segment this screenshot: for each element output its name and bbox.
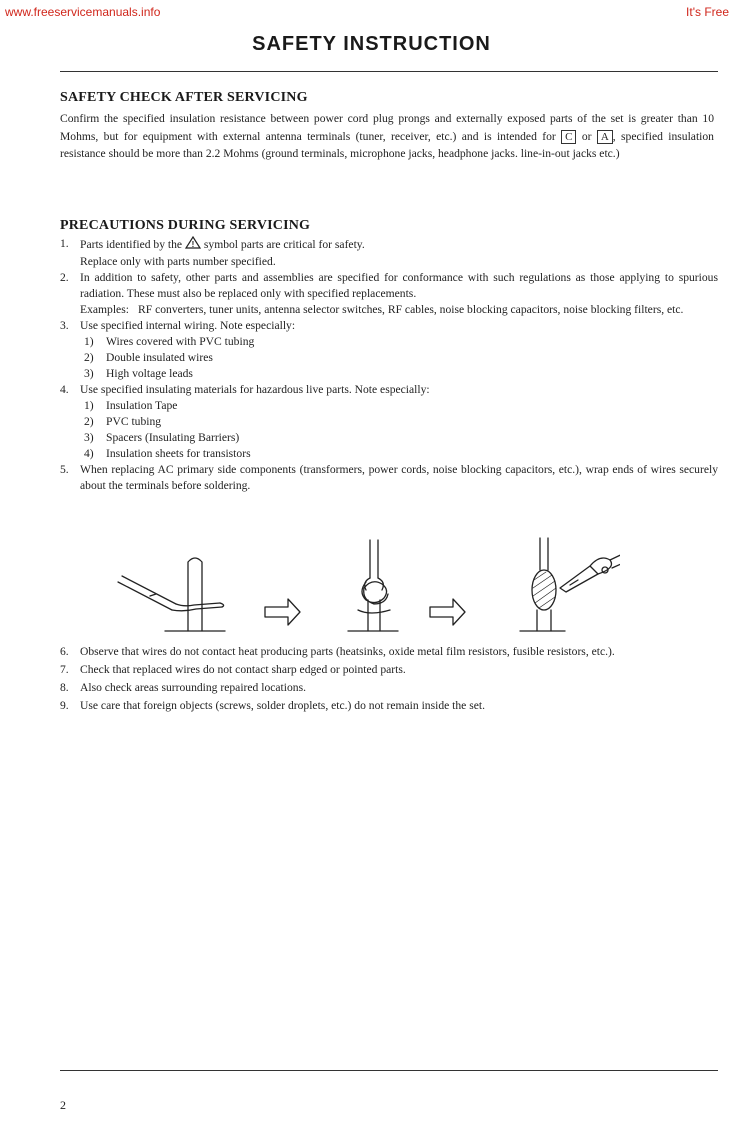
item1-line2: Replace only with parts number specified.: [80, 255, 276, 268]
list-item: [60, 382, 718, 462]
sub-item: 1) Insulation Tape: [84, 399, 178, 412]
sub-item: 2) Double insulated wires: [84, 351, 213, 364]
item3-text: Use specified internal wiring. Note especially:: [80, 319, 296, 332]
examples-label: Examples:: [80, 303, 129, 316]
item4-text: Use specified insulating materials for hazardous live parts. Note especially:: [80, 383, 430, 396]
item8-text: Also check areas surrounding repaired locations.: [80, 681, 306, 694]
wire-wrapping-figure: [100, 530, 620, 640]
list-item: [60, 680, 718, 696]
item-number: 9.: [60, 699, 69, 712]
item2-text: In addition to safety, other parts and assemblies are specified for conformance with such regulations as those applying to spurious radiation. These must also be replaced only with specified replacements.: [80, 271, 718, 300]
check-paragraph: [60, 110, 714, 163]
svg-text:!: !: [191, 240, 195, 249]
page-number: 2: [60, 1098, 66, 1112]
top-rule: [60, 71, 718, 72]
item7-text: Check that replaced wires do not contact sharp edged or pointed parts.: [80, 663, 406, 676]
sub-item: 3) Spacers (Insulating Barriers): [84, 431, 240, 444]
warning-triangle-icon: [185, 236, 201, 254]
item-number: 7.: [60, 663, 69, 676]
sub-item: 2) PVC tubing: [84, 415, 162, 428]
terminal-wrapped-icon: [348, 540, 398, 631]
item-number: 3.: [60, 319, 69, 332]
item5-text: When replacing AC primary side components (transformers, power cords, noise blocking capacitors, etc.), wrap ends of wires securely about the terminals before soldering.: [80, 463, 718, 492]
precautions-list-bottom: [60, 644, 718, 714]
site-tagline: It's Free: [686, 5, 729, 19]
list-item: [60, 236, 718, 270]
item-number: 5.: [60, 463, 69, 476]
item-number: 4.: [60, 383, 69, 396]
arrow-right-icon: [430, 599, 465, 625]
class-a-box: A: [597, 130, 613, 144]
list-item: [60, 644, 718, 660]
list-item: [60, 462, 718, 494]
list-item: [60, 662, 718, 678]
list-item: [60, 318, 718, 382]
section-heading-check: SAFETY CHECK AFTER SERVICING: [60, 90, 308, 105]
examples-text: RF converters, tuner units, antenna selector switches, RF cables, noise blocking capacitors, noise blocking filters, etc.: [138, 303, 684, 316]
page-title: SAFETY INSTRUCTION: [252, 33, 491, 55]
item-number: 6.: [60, 645, 69, 658]
precautions-list-top: [60, 236, 718, 494]
list-item: [60, 270, 718, 318]
item-number: 2.: [60, 271, 69, 284]
list-item: [60, 698, 718, 714]
item2-examples: [80, 302, 718, 318]
check-text-2: , specified insulation resistance should be more than 2.2 Mohms (ground terminals, microphone jacks, headphone jacks. line-in-out jacks etc.): [60, 129, 714, 160]
site-url[interactable]: www.freeservicemanuals.info: [5, 5, 161, 19]
bottom-rule: [60, 1070, 718, 1071]
check-text-1: Confirm the specified insulation resistance between power cord plug prongs and externally exposed parts of the set is greater than 10 Mohms, but for equipment with external antenna terminals (tuner, receiver, etc.) and is intended for: [60, 112, 714, 143]
sub-item: 1) Wires covered with PVC tubing: [84, 335, 255, 348]
arrow-right-icon: [265, 599, 300, 625]
item-number: 8.: [60, 681, 69, 694]
soldered-joint-icon: [520, 538, 620, 631]
class-c-box: C: [561, 130, 576, 144]
section-heading-precautions: PRECAUTIONS DURING SERVICING: [60, 218, 311, 233]
item9-text: Use care that foreign objects (screws, solder droplets, etc.) do not remain inside the set.: [80, 699, 486, 712]
item6-text: Observe that wires do not contact heat producing parts (heatsinks, oxide metal film resistors, fusible resistors, etc.).: [80, 645, 615, 658]
check-or: or: [581, 129, 592, 143]
sub-item: 3) High voltage leads: [84, 367, 193, 380]
terminal-hook-icon: [118, 558, 225, 631]
item1-pre: Parts identified by the: [80, 238, 183, 251]
item1-post: symbol parts are critical for safety.: [203, 238, 365, 251]
sub-item: 4) Insulation sheets for transistors: [84, 447, 251, 460]
item-number: 1.: [60, 237, 69, 250]
